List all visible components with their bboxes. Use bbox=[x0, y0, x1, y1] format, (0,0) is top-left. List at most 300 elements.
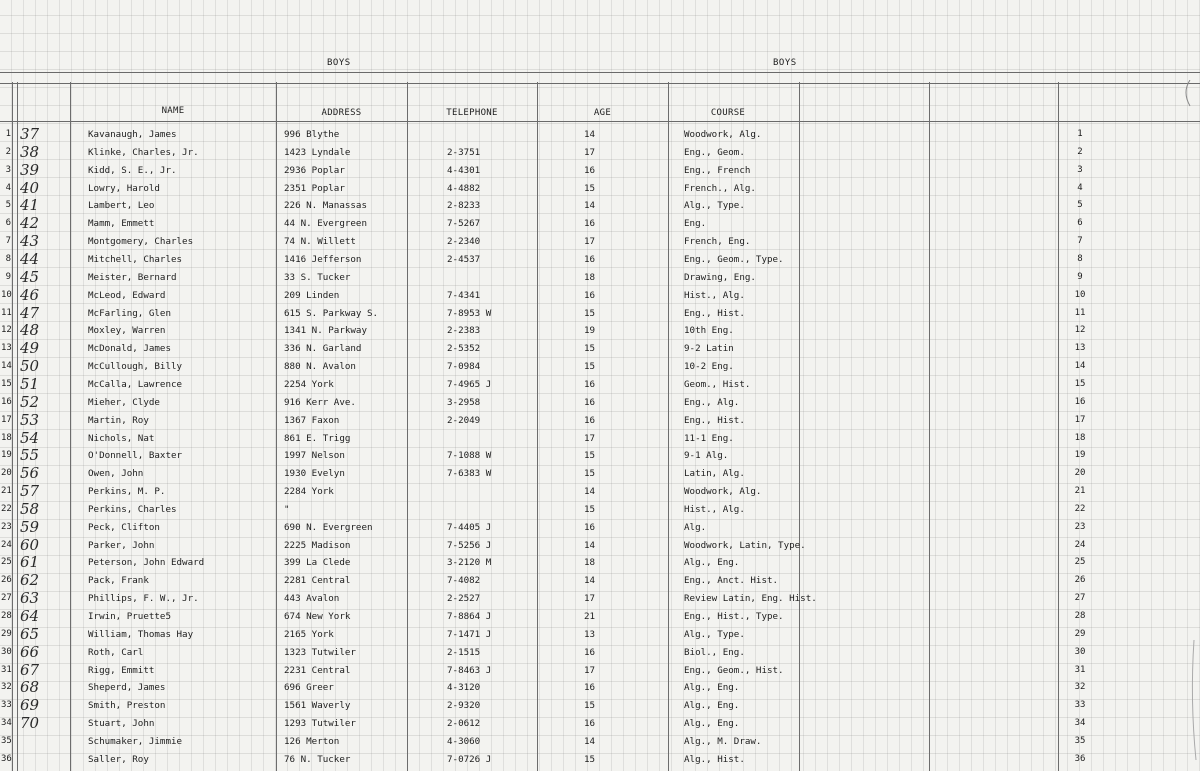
student-name: Peck, Clifton bbox=[88, 521, 160, 533]
student-age: 16 bbox=[584, 218, 596, 230]
student-address: 1323 Tutwiler bbox=[284, 646, 356, 658]
row-number: 34 bbox=[1074, 718, 1086, 729]
student-address: 2165 York bbox=[284, 628, 334, 640]
student-course: Woodwork, Alg. bbox=[684, 129, 762, 140]
table-row bbox=[0, 305, 1200, 322]
student-telephone: 7-8953 W bbox=[447, 307, 492, 319]
student-name: Meister, Bernard bbox=[88, 271, 177, 283]
table-row bbox=[0, 430, 1200, 447]
line-number: 6 bbox=[5, 218, 11, 229]
student-name: Smith, Preston bbox=[88, 700, 166, 712]
student-name: Owen, John bbox=[88, 468, 144, 480]
row-number: 10 bbox=[1074, 289, 1086, 300]
student-age: 18 bbox=[584, 271, 596, 283]
table-row bbox=[0, 626, 1200, 643]
student-age: 16 bbox=[584, 289, 596, 301]
student-address: 33 S. Tucker bbox=[284, 271, 351, 283]
handwritten-number: 42 bbox=[20, 214, 40, 233]
student-name: Klinke, Charles, Jr. bbox=[88, 146, 199, 158]
table-row bbox=[0, 287, 1200, 304]
table-row bbox=[0, 233, 1200, 250]
student-address: 615 S. Parkway S. bbox=[284, 307, 379, 319]
student-name: William, Thomas Hay bbox=[88, 628, 194, 640]
table-row bbox=[0, 180, 1200, 197]
student-address: 916 Kerr Ave. bbox=[284, 396, 356, 408]
student-address: " bbox=[284, 503, 290, 515]
line-number: 4 bbox=[5, 182, 11, 193]
student-address: 2231 Central bbox=[284, 664, 351, 676]
handwritten-number: 41 bbox=[20, 196, 40, 215]
handwritten-number: 55 bbox=[20, 446, 40, 465]
table-row bbox=[0, 662, 1200, 679]
handwritten-number: 65 bbox=[20, 624, 40, 643]
table-row bbox=[0, 644, 1200, 661]
handwritten-number: 37 bbox=[20, 125, 40, 143]
student-course: Alg., Eng. bbox=[684, 682, 740, 694]
student-age: 18 bbox=[584, 557, 596, 569]
row-number: 18 bbox=[1074, 432, 1086, 443]
handwritten-number: 67 bbox=[20, 660, 40, 679]
line-number: 10 bbox=[1, 289, 12, 300]
student-course: French, Eng. bbox=[684, 236, 751, 248]
right-section-title: BOYS bbox=[773, 58, 797, 68]
student-age: 16 bbox=[584, 646, 596, 658]
student-name: Phillips, F. W., Jr. bbox=[88, 593, 199, 605]
column-header-age: AGE bbox=[593, 108, 612, 118]
table-row bbox=[0, 447, 1200, 464]
student-telephone: 7-4965 J bbox=[447, 378, 492, 390]
student-age: 16 bbox=[584, 414, 596, 426]
student-course: Alg., Eng. bbox=[684, 700, 740, 712]
student-address: 76 N. Tucker bbox=[284, 753, 351, 765]
table-row bbox=[0, 715, 1200, 732]
line-number: 12 bbox=[1, 325, 12, 336]
row-number: 28 bbox=[1074, 611, 1086, 621]
line-number: 34 bbox=[1, 718, 12, 729]
student-telephone: 2-2527 bbox=[447, 593, 481, 605]
header-rule bbox=[0, 83, 1200, 84]
table-row bbox=[0, 733, 1200, 750]
student-course: Alg., M. Draw. bbox=[684, 735, 762, 747]
student-address: 2254 York bbox=[284, 378, 334, 390]
student-course: Alg., Hist. bbox=[684, 753, 745, 765]
row-number: 29 bbox=[1074, 628, 1086, 639]
table-row bbox=[0, 322, 1200, 339]
column-header-name: NAME bbox=[161, 106, 185, 116]
line-number: 5 bbox=[5, 200, 11, 211]
student-telephone: 7-4405 J bbox=[447, 521, 492, 533]
line-number: 32 bbox=[1, 682, 12, 693]
student-address: 2284 York bbox=[284, 486, 334, 497]
table-row bbox=[0, 697, 1200, 714]
handwritten-number: 40 bbox=[20, 178, 40, 197]
handwritten-number: 58 bbox=[20, 499, 40, 518]
student-telephone: 4-3120 bbox=[447, 682, 481, 694]
student-telephone: 7-5256 J bbox=[447, 539, 492, 551]
line-number: 2 bbox=[5, 146, 11, 157]
student-telephone: 2-2049 bbox=[447, 414, 481, 426]
handwritten-number: 68 bbox=[20, 678, 40, 697]
table-row bbox=[0, 572, 1200, 589]
row-number: 14 bbox=[1074, 361, 1086, 372]
line-number: 21 bbox=[1, 486, 12, 496]
student-course: Alg., Eng. bbox=[684, 557, 740, 569]
table-row bbox=[0, 501, 1200, 518]
row-number: 2 bbox=[1077, 146, 1083, 157]
student-name: Irwin, Pruette5 bbox=[88, 611, 171, 622]
handwritten-number: 48 bbox=[20, 321, 40, 340]
handwritten-number: 60 bbox=[20, 535, 40, 554]
student-address: 399 La Clede bbox=[284, 557, 351, 569]
student-age: 16 bbox=[584, 718, 596, 730]
student-telephone: 7-4082 bbox=[447, 575, 481, 587]
row-number: 8 bbox=[1077, 254, 1083, 264]
line-number: 3 bbox=[5, 164, 11, 175]
table-row bbox=[0, 126, 1200, 143]
student-telephone: 2-2340 bbox=[447, 236, 481, 248]
student-name: McCullough, Billy bbox=[88, 361, 183, 373]
row-number: 26 bbox=[1074, 575, 1086, 586]
handwritten-number: 62 bbox=[20, 571, 40, 590]
student-age: 16 bbox=[584, 521, 596, 533]
student-telephone: 7-4341 bbox=[447, 289, 481, 301]
line-number: 20 bbox=[1, 468, 12, 479]
student-age: 19 bbox=[584, 325, 596, 337]
student-course: Biol., Eng. bbox=[684, 646, 745, 658]
student-name: Roth, Carl bbox=[88, 646, 144, 658]
student-course: 9-1 Alg. bbox=[684, 450, 729, 462]
column-header-rule bbox=[0, 121, 1200, 122]
student-address: 1367 Faxon bbox=[284, 414, 340, 426]
student-age: 15 bbox=[584, 307, 596, 319]
student-age: 15 bbox=[584, 753, 596, 765]
handwritten-number: 54 bbox=[20, 428, 40, 447]
student-address: 880 N. Avalon bbox=[284, 361, 356, 373]
student-age: 16 bbox=[584, 396, 596, 408]
student-name: Mitchell, Charles bbox=[88, 254, 183, 265]
line-number: 15 bbox=[1, 378, 12, 389]
student-address: 696 Greer bbox=[284, 682, 334, 694]
student-telephone: 2-9320 bbox=[447, 700, 481, 712]
student-course: Latin, Alg. bbox=[684, 468, 745, 480]
line-number: 31 bbox=[1, 664, 12, 675]
student-name: Moxley, Warren bbox=[88, 325, 166, 337]
student-course: Woodwork, Alg. bbox=[684, 486, 762, 497]
student-age: 14 bbox=[584, 575, 596, 587]
line-number: 36 bbox=[1, 753, 12, 764]
student-address: 1930 Evelyn bbox=[284, 468, 345, 480]
column-header-address: ADDRESS bbox=[321, 108, 362, 118]
table-row bbox=[0, 269, 1200, 286]
table-row bbox=[0, 554, 1200, 571]
student-course: Eng., Geom., Hist. bbox=[684, 664, 784, 676]
student-name: McCalla, Lawrence bbox=[88, 378, 183, 390]
row-number: 24 bbox=[1074, 539, 1086, 550]
student-course: 11-1 Eng. bbox=[684, 432, 734, 444]
handwritten-number: 45 bbox=[20, 267, 40, 286]
row-number: 3 bbox=[1077, 164, 1083, 175]
table-row bbox=[0, 465, 1200, 482]
student-name: Perkins, Charles bbox=[88, 503, 177, 515]
student-course: Alg. bbox=[684, 521, 707, 533]
student-telephone: 4-4882 bbox=[447, 182, 481, 194]
student-age: 17 bbox=[584, 236, 596, 248]
student-telephone: 2-2383 bbox=[447, 325, 481, 337]
student-course: Woodwork, Latin, Type. bbox=[684, 539, 806, 551]
column-header-telephone: TELEPHONE bbox=[446, 108, 498, 118]
student-telephone: 7-8463 J bbox=[447, 664, 492, 676]
handwritten-number: 70 bbox=[20, 714, 40, 733]
row-number: 20 bbox=[1074, 468, 1086, 479]
row-number: 36 bbox=[1074, 753, 1086, 764]
row-number: 4 bbox=[1077, 182, 1083, 193]
line-number: 17 bbox=[1, 414, 12, 425]
row-number: 11 bbox=[1074, 307, 1086, 318]
student-name: Parker, John bbox=[88, 539, 155, 551]
student-address: 690 N. Evergreen bbox=[284, 521, 373, 533]
student-course: Geom., Hist. bbox=[684, 378, 751, 390]
student-telephone: 2-5352 bbox=[447, 343, 481, 355]
line-number: 1 bbox=[5, 129, 11, 139]
student-course: Eng., Hist., Type. bbox=[684, 611, 784, 622]
handwritten-number: 51 bbox=[20, 374, 40, 393]
student-address: 74 N. Willett bbox=[284, 236, 356, 248]
student-age: 15 bbox=[584, 700, 596, 712]
student-age: 14 bbox=[584, 486, 596, 497]
line-number: 27 bbox=[1, 593, 12, 604]
student-name: McDonald, James bbox=[88, 343, 171, 355]
student-telephone: 2-4537 bbox=[447, 254, 481, 265]
student-name: Saller, Roy bbox=[88, 753, 149, 765]
table-row bbox=[0, 483, 1200, 500]
table-row bbox=[0, 162, 1200, 179]
row-number: 15 bbox=[1074, 378, 1086, 389]
row-number: 6 bbox=[1077, 218, 1083, 229]
student-age: 14 bbox=[584, 129, 596, 140]
student-age: 15 bbox=[584, 503, 596, 515]
row-number: 19 bbox=[1074, 450, 1086, 461]
student-name: O'Donnell, Baxter bbox=[88, 450, 183, 462]
student-age: 14 bbox=[584, 200, 596, 212]
line-number: 22 bbox=[1, 503, 12, 514]
student-name: Sheperd, James bbox=[88, 682, 166, 694]
student-telephone: 4-4301 bbox=[447, 164, 481, 176]
student-course: Eng., Geom., Type. bbox=[684, 254, 784, 265]
student-course: Hist., Alg. bbox=[684, 289, 745, 301]
student-age: 16 bbox=[584, 164, 596, 176]
handwritten-number: 59 bbox=[20, 517, 40, 536]
table-row bbox=[0, 215, 1200, 232]
student-course: Eng., Anct. Hist. bbox=[684, 575, 779, 587]
student-address: 126 Merton bbox=[284, 735, 340, 747]
handwritten-number: 46 bbox=[20, 285, 40, 304]
row-number: 33 bbox=[1074, 700, 1086, 711]
row-number: 31 bbox=[1074, 664, 1086, 675]
student-course: Eng., Hist. bbox=[684, 414, 745, 426]
student-telephone: 3-2958 bbox=[447, 396, 481, 408]
student-name: Pack, Frank bbox=[88, 575, 149, 587]
row-number: 22 bbox=[1074, 503, 1086, 514]
student-address: 2351 Poplar bbox=[284, 182, 345, 194]
student-age: 17 bbox=[584, 593, 596, 605]
line-number: 25 bbox=[1, 557, 12, 568]
student-telephone: 7-1088 W bbox=[447, 450, 492, 462]
student-age: 16 bbox=[584, 378, 596, 390]
row-number: 35 bbox=[1074, 735, 1086, 746]
student-age: 21 bbox=[584, 611, 596, 622]
student-course: Eng., Alg. bbox=[684, 396, 740, 408]
student-telephone: 7-0984 bbox=[447, 361, 481, 373]
row-number: 7 bbox=[1077, 236, 1083, 247]
table-row bbox=[0, 197, 1200, 214]
line-number: 29 bbox=[1, 628, 12, 639]
student-address: 2281 Central bbox=[284, 575, 351, 587]
student-address: 674 New York bbox=[284, 611, 351, 622]
line-number: 23 bbox=[1, 521, 12, 532]
student-address: 1561 Waverly bbox=[284, 700, 351, 712]
table-row bbox=[0, 679, 1200, 696]
student-course: Alg., Type. bbox=[684, 200, 745, 212]
line-number: 24 bbox=[1, 539, 12, 550]
student-telephone: 2-8233 bbox=[447, 200, 481, 212]
line-number: 35 bbox=[1, 735, 12, 746]
line-number: 18 bbox=[1, 432, 12, 443]
row-number: 27 bbox=[1074, 593, 1086, 604]
student-telephone: 7-8864 J bbox=[447, 611, 492, 622]
table-row bbox=[0, 537, 1200, 554]
handwritten-number: 61 bbox=[20, 553, 40, 572]
row-number: 13 bbox=[1074, 343, 1086, 354]
student-address: 336 N. Garland bbox=[284, 343, 362, 355]
student-age: 16 bbox=[584, 254, 596, 265]
student-name: McLeod, Edward bbox=[88, 289, 166, 301]
handwritten-number: 63 bbox=[20, 589, 40, 608]
table-row bbox=[0, 251, 1200, 268]
line-number: 30 bbox=[1, 646, 12, 657]
student-age: 14 bbox=[584, 735, 596, 747]
handwritten-number: 53 bbox=[20, 410, 40, 429]
student-age: 15 bbox=[584, 468, 596, 480]
student-age: 15 bbox=[584, 450, 596, 462]
handwritten-number: 57 bbox=[20, 482, 40, 500]
student-name: Rigg, Emmitt bbox=[88, 664, 155, 676]
student-age: 15 bbox=[584, 182, 596, 194]
student-telephone: 3-2120 M bbox=[447, 557, 492, 569]
student-address: 44 N. Evergreen bbox=[284, 218, 367, 230]
student-name: Montgomery, Charles bbox=[88, 236, 194, 248]
student-name: Mamm, Emmett bbox=[88, 218, 155, 230]
row-number: 5 bbox=[1077, 200, 1083, 211]
page-edge-marks bbox=[1160, 80, 1200, 770]
student-address: 861 E. Trigg bbox=[284, 432, 351, 444]
student-course: French., Alg. bbox=[684, 182, 756, 194]
table-row bbox=[0, 590, 1200, 607]
table-row bbox=[0, 519, 1200, 536]
row-number: 23 bbox=[1074, 521, 1086, 532]
line-number: 14 bbox=[1, 361, 12, 372]
column-header-course: COURSE bbox=[710, 108, 746, 118]
handwritten-number: 64 bbox=[20, 607, 40, 625]
student-course: Drawing, Eng. bbox=[684, 271, 756, 283]
table-row bbox=[0, 376, 1200, 393]
table-row bbox=[0, 412, 1200, 429]
student-name: Martin, Roy bbox=[88, 414, 149, 426]
student-address: 1416 Jefferson bbox=[284, 254, 362, 265]
student-address: 2225 Madison bbox=[284, 539, 351, 551]
student-name: Kavanaugh, James bbox=[88, 129, 177, 140]
row-number: 9 bbox=[1077, 271, 1083, 282]
student-course: Hist., Alg. bbox=[684, 503, 745, 515]
student-age: 17 bbox=[584, 146, 596, 158]
student-telephone: 4-3060 bbox=[447, 735, 481, 747]
left-section-title: BOYS bbox=[327, 58, 351, 68]
row-number: 17 bbox=[1074, 414, 1086, 425]
table-row bbox=[0, 144, 1200, 161]
table-row bbox=[0, 608, 1200, 625]
line-number: 13 bbox=[1, 343, 12, 354]
student-course: 9-2 Latin bbox=[684, 343, 734, 355]
line-number: 7 bbox=[5, 236, 11, 247]
student-address: 209 Linden bbox=[284, 289, 340, 301]
student-age: 17 bbox=[584, 664, 596, 676]
row-number: 16 bbox=[1074, 396, 1086, 407]
table-row bbox=[0, 751, 1200, 768]
student-name: McFarling, Glen bbox=[88, 307, 171, 319]
student-name: Nichols, Nat bbox=[88, 432, 155, 444]
line-number: 19 bbox=[1, 450, 12, 461]
student-telephone: 2-3751 bbox=[447, 146, 481, 158]
line-number: 33 bbox=[1, 700, 12, 711]
student-telephone: 7-6383 W bbox=[447, 468, 492, 480]
handwritten-number: 49 bbox=[20, 339, 40, 358]
header-rule-top bbox=[0, 72, 1200, 73]
student-address: 996 Blythe bbox=[284, 129, 340, 140]
student-course: 10th Eng. bbox=[684, 325, 734, 337]
student-course: Alg., Eng. bbox=[684, 718, 740, 730]
handwritten-number: 66 bbox=[20, 642, 40, 661]
student-address: 2936 Poplar bbox=[284, 164, 345, 176]
line-number: 11 bbox=[1, 307, 12, 318]
handwritten-number: 47 bbox=[20, 303, 40, 322]
student-course: Review Latin, Eng. Hist. bbox=[684, 593, 817, 605]
row-number: 1 bbox=[1077, 129, 1083, 139]
line-number: 9 bbox=[5, 271, 11, 282]
row-number: 21 bbox=[1074, 486, 1086, 496]
student-address: 443 Avalon bbox=[284, 593, 340, 605]
table-row bbox=[0, 394, 1200, 411]
handwritten-number: 50 bbox=[20, 357, 40, 376]
table-row bbox=[0, 358, 1200, 375]
student-course: Eng., French bbox=[684, 164, 751, 176]
handwritten-number: 43 bbox=[20, 232, 40, 251]
handwritten-number: 38 bbox=[20, 142, 40, 161]
student-age: 15 bbox=[584, 361, 596, 373]
student-name: Perkins, M. P. bbox=[88, 486, 166, 497]
student-address: 1293 Tutwiler bbox=[284, 718, 356, 730]
student-telephone: 7-5267 bbox=[447, 218, 481, 230]
student-age: 16 bbox=[584, 682, 596, 694]
student-address: 226 N. Manassas bbox=[284, 200, 367, 212]
student-name: Mieher, Clyde bbox=[88, 396, 160, 408]
student-telephone: 7-0726 J bbox=[447, 753, 492, 765]
student-name: Stuart, John bbox=[88, 718, 155, 730]
line-number: 8 bbox=[5, 254, 11, 264]
student-course: Alg., Type. bbox=[684, 628, 745, 640]
student-course: Eng., Geom. bbox=[684, 146, 745, 158]
student-name: Kidd, S. E., Jr. bbox=[88, 164, 177, 176]
student-name: Lambert, Leo bbox=[88, 200, 155, 212]
student-course: Eng., Hist. bbox=[684, 307, 745, 319]
